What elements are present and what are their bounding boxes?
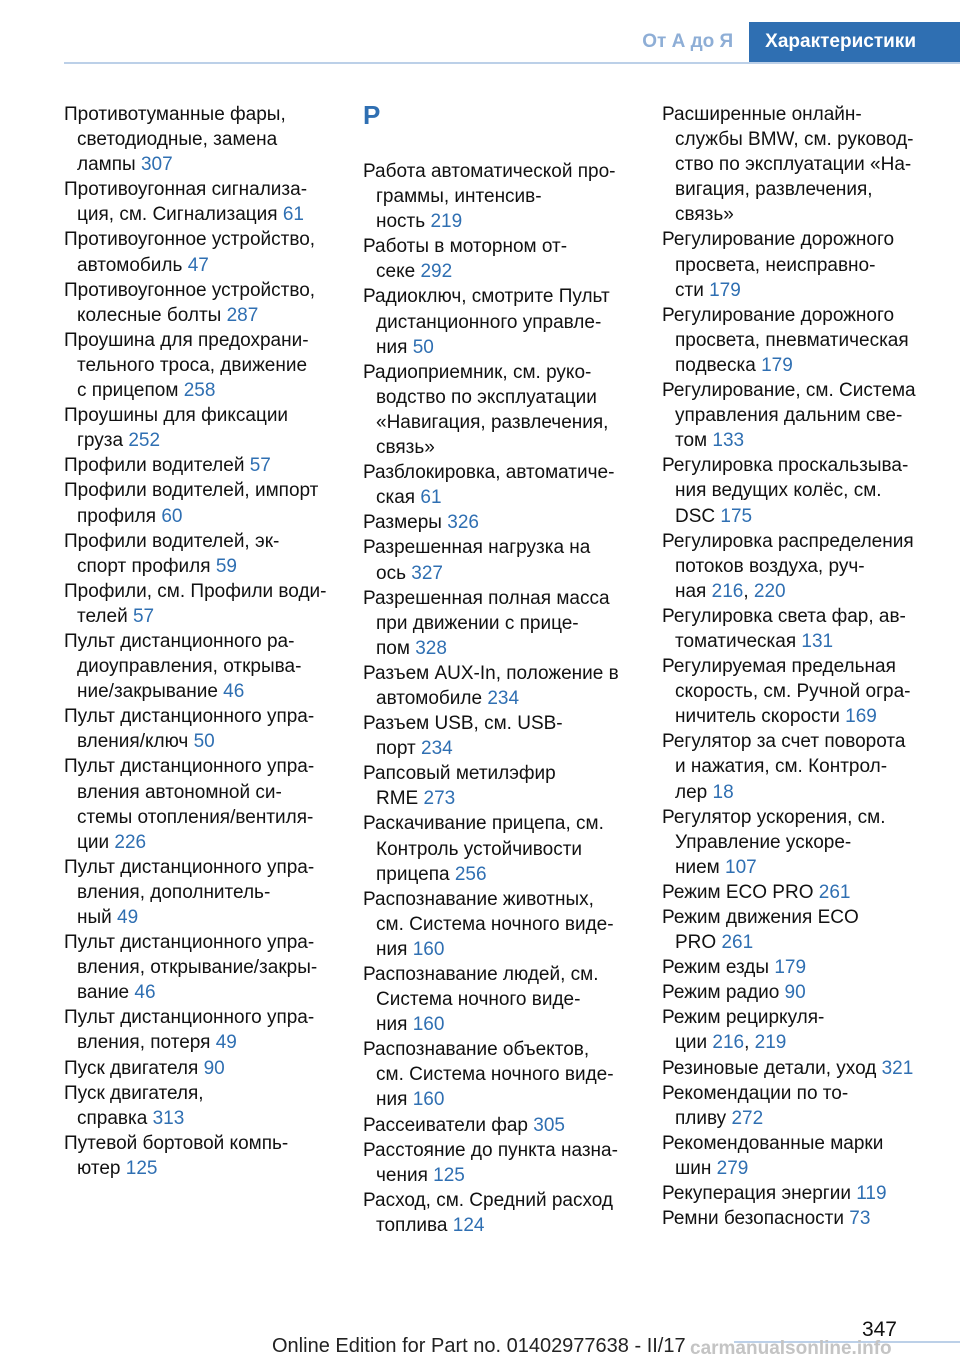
page-ref-link[interactable]: 327 <box>411 562 443 584</box>
page-ref-link[interactable]: 18 <box>712 781 734 803</box>
index-entry <box>662 378 932 453</box>
page-ref-link[interactable]: 57 <box>132 605 155 627</box>
section-letter: Р <box>363 100 381 130</box>
index-entry <box>662 905 932 955</box>
index-entry-text: Пульт дистанционного упра- вления, потеря <box>64 1007 315 1054</box>
page-ref-link[interactable]: 125 <box>433 1164 465 1186</box>
page-ref-link[interactable]: 57 <box>249 455 271 477</box>
index-entry-text: Работы в моторном от- секе <box>363 236 568 283</box>
index-entry-text: Размеры <box>363 512 442 534</box>
page-ref-link[interactable]: 46 <box>134 982 156 1004</box>
index-entry <box>64 227 336 277</box>
watermark: carmanualsonline.info <box>690 1338 892 1359</box>
index-entry <box>363 460 635 510</box>
page-ref-link[interactable]: 90 <box>203 1057 225 1079</box>
index-entry-text: Рекомендации по то- пливу <box>662 1082 849 1129</box>
index-entry-text: Радиоприемник, см. руко- водство по эксплуатации «Навигация, развлечения, связь» <box>363 361 609 459</box>
index-column-1 <box>64 102 336 1181</box>
index-entry <box>64 529 336 579</box>
index-entry-text: Профили, см. Профили води- телей <box>64 580 327 627</box>
index-entry-text: Распознавание животных, см. Система ночного виде- ния <box>363 888 614 960</box>
index-entry <box>363 1113 635 1138</box>
page-ref-link[interactable]: 313 <box>152 1107 185 1129</box>
page-ref-link[interactable]: 125 <box>125 1157 158 1179</box>
page-ref-link[interactable]: 216 <box>711 580 744 602</box>
index-entry <box>662 980 932 1005</box>
index-column-2-entries <box>363 159 635 1238</box>
page-ref-link[interactable]: 256 <box>454 863 487 885</box>
index-entry <box>363 1037 635 1112</box>
index-entry-text: Разъем AUX-In, положение в автомобиле <box>363 662 619 709</box>
page-ref-link[interactable]: 50 <box>412 336 434 358</box>
page-ref-link[interactable]: 169 <box>845 706 877 728</box>
index-entry-text: Режим рециркуля- ции <box>662 1007 825 1054</box>
index-entry-text: Пульт дистанционного упра- вления автономной си- стемы отопления/вентиля- ции <box>64 756 315 853</box>
index-entry-text: Режим радио <box>662 982 780 1004</box>
edition-note: Online Edition for Part no. 01402977638 - II/17 <box>272 1335 686 1357</box>
index-entry <box>363 1138 635 1188</box>
index-column-2 <box>363 102 635 1238</box>
page-ref-link[interactable]: 61 <box>420 487 442 509</box>
page-ref-link[interactable]: 234 <box>421 738 453 760</box>
index-entry <box>64 754 336 854</box>
index-entry <box>64 579 336 629</box>
page-number: 347 <box>861 1318 897 1341</box>
index-entry <box>662 1056 932 1081</box>
index-entry-text: Противоугонное устройство, колесные болты <box>64 279 316 326</box>
index-entry <box>363 811 635 886</box>
index-entry <box>363 962 635 1037</box>
index-entry <box>363 360 635 460</box>
index-entry <box>662 1181 932 1206</box>
index-entry <box>662 453 932 528</box>
index-entry <box>662 1131 932 1181</box>
index-entry <box>64 930 336 1005</box>
index-entry-text: Профили водителей <box>64 455 245 477</box>
index-entry <box>64 629 336 704</box>
page-ref-link[interactable]: 60 <box>161 505 183 527</box>
index-entry-text: Расширенные онлайн- службы BMW, см. руковод- ство по эксплуатации «На- вигация, развлечения, связь» <box>662 104 914 226</box>
page-ref-link[interactable]: 50 <box>193 731 215 753</box>
page-ref-link[interactable]: 234 <box>487 687 520 709</box>
page-header <box>626 22 960 62</box>
index-entry-text: Рассеиватели фар <box>363 1114 528 1136</box>
index-entry <box>64 177 336 227</box>
index-entry-text: Профили водителей, эк- спорт профиля <box>64 530 280 577</box>
page-ref-link[interactable]: 175 <box>720 505 753 527</box>
index-entry <box>662 805 932 880</box>
page-ref-link[interactable]: 328 <box>415 637 447 659</box>
page-ref-link[interactable]: 47 <box>187 254 209 276</box>
index-entry-text: Противоугонная сигнализа- ция, см. Сигнализация <box>64 179 308 226</box>
index-entry-text: Расход, см. Средний расход топлива <box>363 1189 613 1236</box>
index-entry-text: Режим езды <box>662 957 770 979</box>
index-entry-text: Ремни безопасности <box>662 1208 844 1230</box>
index-entry <box>662 654 932 729</box>
index-entry-text: Проушины для фиксации груза <box>64 405 289 452</box>
page-ref-link[interactable]: 179 <box>709 279 741 301</box>
index-entry <box>662 303 932 378</box>
index-entry-text: Проушина для предохрани- тельного троса, движение с прицепом <box>64 329 309 402</box>
index-entry <box>662 1081 932 1131</box>
index-entry-text: Регулирование дорожного просвета, пневматическая подвеска <box>662 304 909 376</box>
index-entry <box>363 761 635 811</box>
page-ref-link[interactable]: 292 <box>420 261 453 283</box>
index-entry <box>64 855 336 930</box>
index-entry <box>363 1188 635 1238</box>
page-ref-link[interactable]: 73 <box>849 1208 871 1230</box>
page-ref-link[interactable]: 287 <box>226 304 259 326</box>
page-ref-link[interactable]: 252 <box>128 430 161 452</box>
index-entry <box>363 510 635 535</box>
index-entry <box>662 955 932 980</box>
index-entry: Регулировка распределения потоков воздуха, руч- ная 216, 220 <box>662 530 914 602</box>
index-entry <box>662 1206 932 1231</box>
tab-section-reference[interactable]: Характеристики <box>749 22 960 62</box>
index-entry-text: Регулировка света фар, ав- томатическая <box>662 605 906 652</box>
index-entry-text: Разъем USB, см. USB- порт <box>363 713 563 760</box>
page-ref-link[interactable]: 219 <box>430 211 463 233</box>
page-ref-link[interactable]: 107 <box>725 856 757 878</box>
header-divider <box>64 62 960 64</box>
index-entry <box>662 102 932 227</box>
index-entry-text: Распознавание объектов, см. Система ночного виде- ния <box>363 1039 614 1111</box>
index-entry <box>64 1005 336 1055</box>
page-ref-link[interactable]: 216 <box>712 1032 745 1054</box>
page-ref-link[interactable]: 61 <box>282 204 304 226</box>
index-entry-text: Регулятор за счет поворота и нажатия, см. Контрол- лер <box>662 731 906 803</box>
page-ref-link[interactable]: 131 <box>801 630 834 652</box>
index-entry-text: Раскачивание прицепа, см. Контроль устойчивости прицепа <box>363 813 604 885</box>
index-entry-text: Режим движения ECO PRO <box>662 907 859 954</box>
tab-index-a-z[interactable]: От А до Я <box>626 22 749 62</box>
index-entry <box>363 535 635 585</box>
page-ref-link[interactable]: 226 <box>114 831 147 853</box>
index-entry-text: Режим ECO PRO <box>662 881 814 903</box>
index-entry-text: Регулятор ускорения, см. Управление ускоре- нием <box>662 806 886 878</box>
index-entry-text: Радиоключ, смотрите Пульт дистанционного управле- ния <box>363 286 610 358</box>
index-entry-text: Пульт дистанционного ра- диоуправления, открыва- ние/закрывание <box>64 630 302 703</box>
index-entry-text: Пуск двигателя, справка <box>64 1082 204 1129</box>
index-entry <box>64 278 336 328</box>
index-entry <box>363 234 635 284</box>
index-column-3 <box>662 102 932 1231</box>
index-entry <box>363 661 635 711</box>
index-entry <box>363 586 635 661</box>
index-entry <box>363 284 635 359</box>
page-ref-link[interactable]: 261 <box>818 881 851 903</box>
index-entry-text: Расстояние до пункта назна- чения <box>363 1139 618 1186</box>
index-entry-text: Регулируемая предельная скорость, см. Ручной огра- ничитель скорости <box>662 656 911 728</box>
page-ref-link[interactable]: 179 <box>761 354 793 376</box>
index-entry-text: Пуск двигателя <box>64 1057 199 1079</box>
page-ref-link[interactable]: 59 <box>215 555 237 577</box>
page-ref-link[interactable]: 326 <box>447 512 479 534</box>
index-entry <box>363 887 635 962</box>
index-entry <box>64 1081 336 1131</box>
index-entry <box>64 328 336 403</box>
index-entry-text: Разрешенная полная масса при движении с прице- пом <box>363 587 610 659</box>
page-ref-link[interactable]: 258 <box>183 380 216 402</box>
page-ref-link[interactable]: 133 <box>712 430 745 452</box>
index-entry-text: Пульт дистанционного упра- вления, дополнитель- ный <box>64 856 315 928</box>
index-entry-text: Регулировка распределения потоков воздуха, руч- ная <box>662 530 914 602</box>
index-entry-text: Пульт дистанционного упра- вления/ключ <box>64 706 315 753</box>
page-ref-link[interactable]: 179 <box>774 957 807 979</box>
index-entry: Режим рециркуля- ции 216, 219 <box>662 1007 825 1054</box>
index-entry-text: Путевой бортовой компь- ютер <box>64 1132 289 1179</box>
page-ref-link[interactable]: 307 <box>140 154 173 176</box>
page-ref-link[interactable]: 273 <box>423 788 456 810</box>
index-entry-text: Распознавание людей, см. Система ночного виде- ния <box>363 964 599 1036</box>
index-entry-text: Рекуперация энергии <box>662 1183 851 1205</box>
index-entry <box>64 704 336 754</box>
page-ref-link[interactable]: 119 <box>856 1183 887 1205</box>
index-entry-text: Противотуманные фары, светодиодные, замена лампы <box>64 104 286 176</box>
page-ref-link[interactable]: 49 <box>215 1032 237 1054</box>
index-entry-text: Противоугонное устройство, автомобиль <box>64 229 316 276</box>
index-entry-text: Регулирование, см. Система управления дальним све- том <box>662 380 916 452</box>
index-entry <box>662 729 932 804</box>
index-entry-text: Работа автоматической про- граммы, интенсив- ность <box>363 161 616 233</box>
index-entry <box>64 102 336 177</box>
index-entry <box>662 227 932 302</box>
page-ref-link[interactable]: 160 <box>412 1014 445 1036</box>
index-entry-text: Рекомендованные марки шин <box>662 1132 884 1179</box>
index-entry <box>64 453 336 478</box>
page-ref-link[interactable]: 124 <box>452 1214 485 1236</box>
index-entry <box>662 604 932 654</box>
index-entry-text: Пульт дистанционного упра- вления, открывание/закры- вание <box>64 932 318 1004</box>
page-ref-link[interactable]: 160 <box>412 1089 445 1111</box>
page-ref-link[interactable]: 160 <box>412 938 445 960</box>
index-entry-text: Рапсовый метилэфир RME <box>363 763 556 810</box>
index-entry <box>64 1056 336 1081</box>
index-entry-text: Регулирование дорожного просвета, неисправно- сти <box>662 229 895 301</box>
page-ref-link[interactable]: 279 <box>716 1157 749 1179</box>
index-entry <box>363 159 635 234</box>
page-ref-link[interactable]: 321 <box>881 1057 914 1079</box>
index-entry <box>64 1131 336 1181</box>
index-entry <box>64 478 336 528</box>
page-ref-link[interactable]: 219 <box>754 1032 787 1054</box>
index-entry-text: Профили водителей, импорт профиля <box>64 480 319 527</box>
page-ref-link[interactable]: 261 <box>721 932 754 954</box>
page-ref-link[interactable]: 90 <box>784 982 806 1004</box>
index-entry <box>363 711 635 761</box>
index-entry-text: Регулировка проскальзыва- ния ведущих колёс, см. DSC <box>662 455 909 527</box>
page-ref-link[interactable]: 272 <box>731 1107 764 1129</box>
index-entry-text: Разрешенная нагрузка на ось <box>363 537 591 584</box>
page-ref-link[interactable]: 220 <box>753 580 786 602</box>
index-entry-text: Резиновые детали, уход <box>662 1057 877 1079</box>
index-entry <box>64 403 336 453</box>
page-ref-link[interactable]: 305 <box>533 1114 565 1136</box>
page-ref-link[interactable]: 46 <box>223 681 245 703</box>
index-entry <box>662 880 932 905</box>
page-ref-link[interactable]: 49 <box>117 907 139 928</box>
index-entry-text: Разблокировка, автоматиче- ская <box>363 462 615 509</box>
